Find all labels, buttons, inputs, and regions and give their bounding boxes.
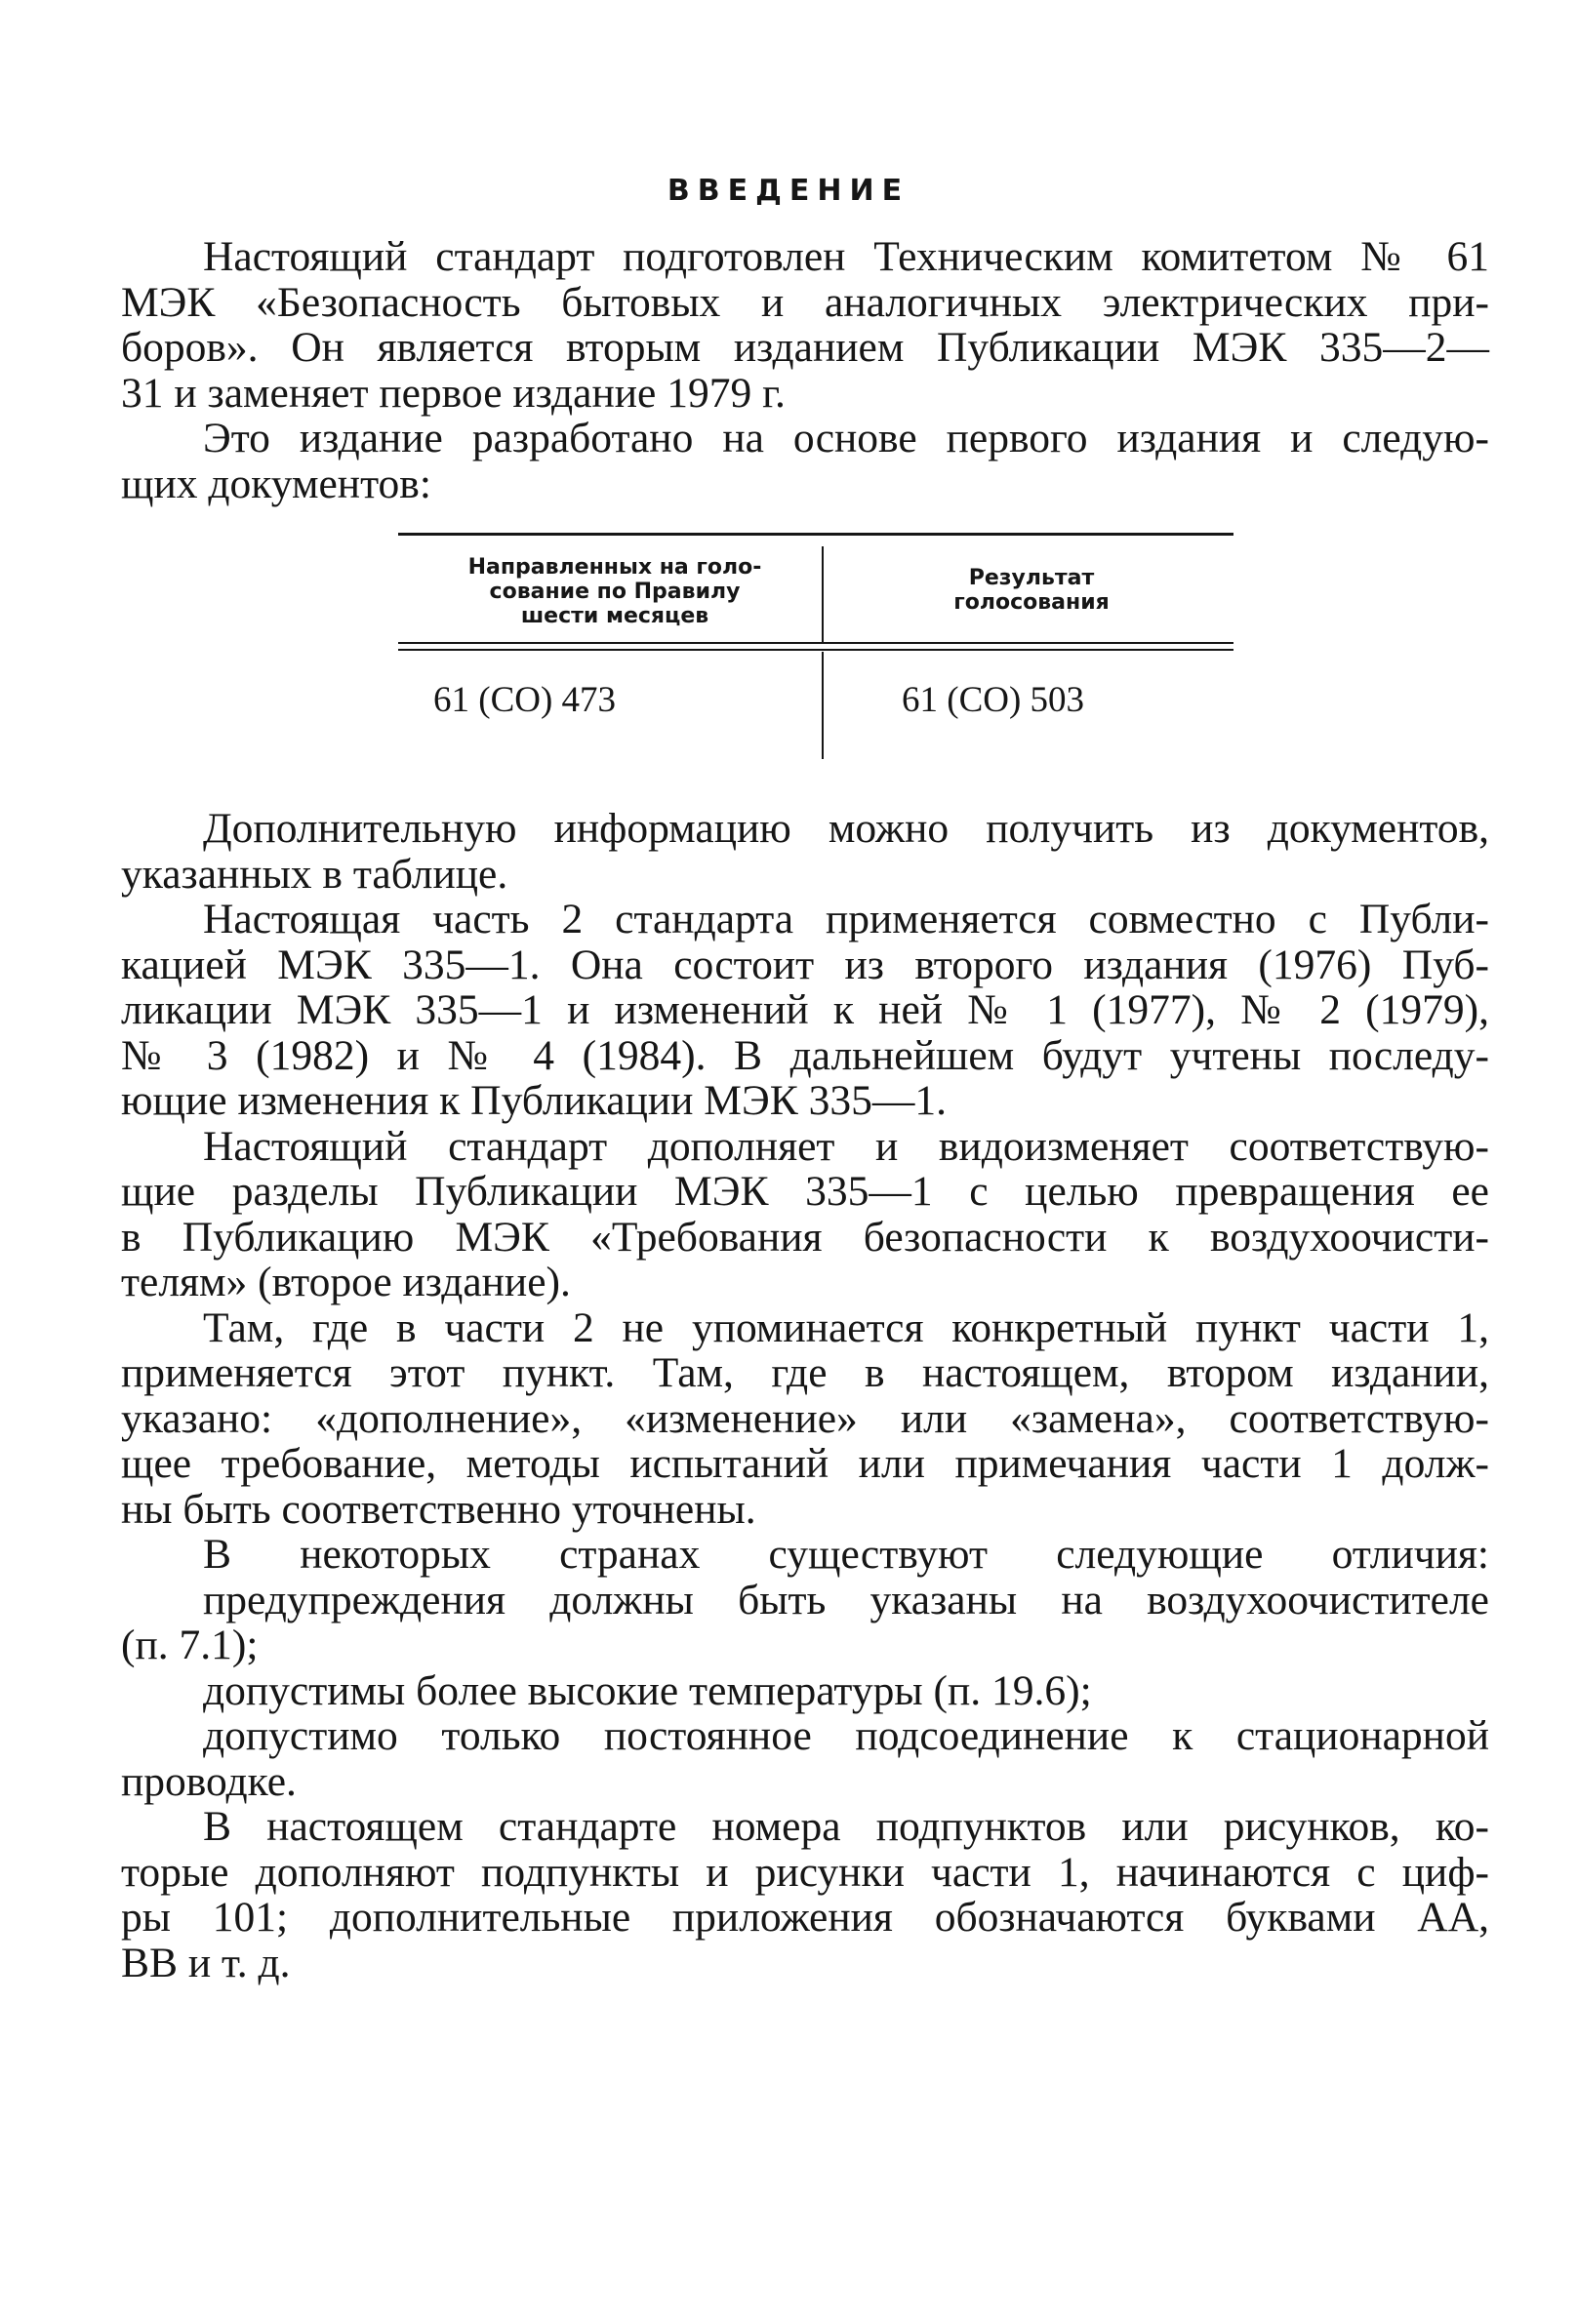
text-line: проводке.	[121, 1757, 297, 1805]
text-line: щих документов:	[121, 460, 431, 507]
table-cell-document: 61 (СО) 473	[433, 680, 617, 720]
text-line: Там, где в части 2 не упоминается конкретный пункт части 1,	[203, 1303, 1489, 1351]
text-line: 31 и заменяет первое издание 1979 г.	[121, 369, 786, 417]
header-text: Направленных на голо- сование по Правилу шести месяцев	[467, 555, 762, 628]
table-header-documents	[420, 555, 810, 628]
text-line: щее требование, методы испытаний или примечания части 1 долж-	[121, 1440, 1489, 1487]
text-line: указанных в таблице.	[121, 850, 508, 898]
text-line: применяется этот пункт. Там, где в настоящем, втором издании,	[121, 1349, 1489, 1396]
table-header-rule	[398, 642, 1233, 644]
body-paragraphs	[121, 806, 1489, 1985]
table-top-rule	[398, 533, 1233, 536]
text-line: ющие изменения к Публикации МЭК 335—1.	[121, 1077, 947, 1124]
text-line: предупреждения должны быть указаны на воздухоочистителе	[203, 1576, 1489, 1623]
text-line: МЭК «Безопасность бытовых и аналогичных электрических при-	[121, 278, 1489, 326]
text-line: торые дополняют подпункты и рисунки части 1, начинаются с циф-	[121, 1848, 1489, 1896]
text-line: Дополнительную информацию можно получить из документов,	[203, 805, 1489, 852]
table-column-divider	[822, 652, 824, 759]
text-line: ры 101; дополнительные приложения обозначаются буквами АА,	[121, 1894, 1489, 1941]
text-line: ВВ и т. д.	[121, 1939, 291, 1986]
text-line: ликации МЭК 335—1 и изменений к ней № 1 (1977), № 2 (1979),	[121, 986, 1489, 1033]
table-header-result	[829, 566, 1233, 615]
table-cell-result: 61 (СО) 503	[902, 680, 1085, 720]
header-text: Результат голосования	[953, 566, 1110, 615]
text-line: ны быть соответственно уточнены.	[121, 1485, 756, 1533]
text-line: щие разделы Публикации МЭК 335—1 с целью превращения ее	[121, 1168, 1489, 1215]
text-line: Настоящий стандарт подготовлен Техническим комитетом № 61	[203, 233, 1489, 280]
text-line: указано: «дополнение», «изменение» или «замена», соответствую-	[121, 1394, 1489, 1442]
text-line: телям» (второе издание).	[121, 1259, 571, 1305]
text-line: № 3 (1982) и № 4 (1984). В дальнейшем будут учтены последу-	[121, 1031, 1489, 1079]
text-line: допустимы более высокие температуры (п. 19.6);	[203, 1666, 1092, 1714]
text-line: Настоящий стандарт дополняет и видоизменяет соответствую-	[203, 1122, 1489, 1170]
page-title: ВВЕДЕНИЕ	[667, 174, 910, 208]
text-line: Настоящая часть 2 стандарта применяется совместно с Публи-	[203, 896, 1489, 942]
text-line: боров». Он является вторым изданием Публикации МЭК 335—2—	[121, 324, 1489, 371]
text-line: Это издание разработано на основе первого издания и следую-	[203, 415, 1489, 461]
text-line: в Публикацию МЭК «Требования безопасности к воздухоочисти-	[121, 1213, 1489, 1261]
text-line: В некоторых странах существуют следующие отличия:	[203, 1531, 1489, 1578]
text-line: В настоящем стандарте номера подпунктов или рисунков, ко-	[203, 1803, 1489, 1850]
text-line: (п. 7.1);	[121, 1622, 259, 1668]
table-header-rule	[398, 649, 1233, 651]
table-column-divider	[822, 546, 824, 642]
text-line: кацией МЭК 335—1. Она состоит из второго издания (1976) Пуб-	[121, 941, 1489, 988]
text-line: допустимо только постоянное подсоединение к стационарной	[203, 1712, 1489, 1759]
intro-paragraphs	[121, 234, 1489, 506]
